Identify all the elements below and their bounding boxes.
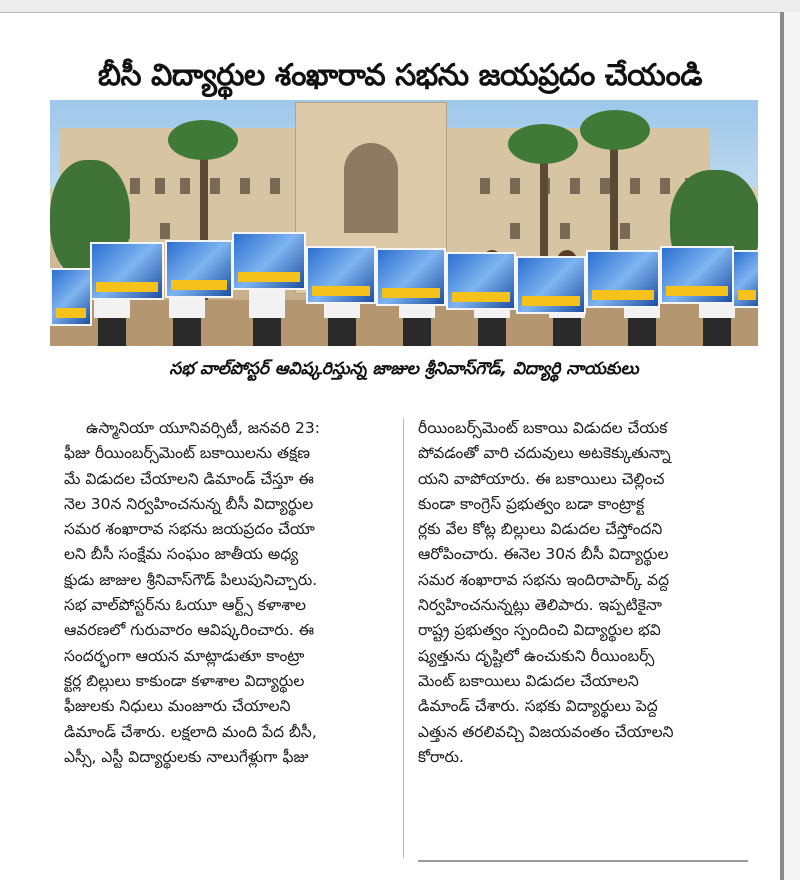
- body-line: రాష్ట్ర ప్రభుత్వం స్పందించి విద్యార్థుల భవి: [418, 621, 661, 640]
- body-line: ఆరోపించారు. ఈనెల 30న బీసీ విద్యార్థుల: [418, 545, 669, 564]
- article-headline: బీసీ విద్యార్థుల శంఖారావ సభను జయప్రదం చేయండి: [97, 58, 703, 94]
- body-line: ర్లకు వేల కోట్ల బిల్లులు విడుదల చేస్తోందని: [418, 520, 663, 539]
- body-line: కుండా కాంగ్రెస్ ప్రభుత్వం బడా కాంట్రాక్ట: [418, 494, 645, 513]
- wall-poster: [516, 256, 586, 314]
- body-line: డిమాండ్ చేశారు. సభకు విద్యార్థులు పెద్ద: [418, 697, 658, 716]
- photo-caption: సభ వాల్‌పోస్టర్ ఆవిష్కరిస్తున్న జాజుల శ్రీనివాస్‌గౌడ్, విద్యార్థి నాయకులు: [169, 359, 639, 379]
- body-line: ఎత్తున తరలివచ్చి విజయవంతం చేయాలని: [418, 722, 674, 741]
- page-top-rule: [0, 0, 800, 13]
- body-line: ఎస్సీ, ఎస్టీ విద్యార్థులకు నాలుగేళ్లుగా ఫీజు: [64, 747, 309, 766]
- body-line: డిమాండ్ చేశారు. లక్షలాది మంది పేద బీసీ,: [64, 722, 317, 741]
- article-body-left-column: [64, 416, 394, 770]
- body-line: ష్యత్తును దృష్టిలో ఉంచుకుని రీయింబర్స్: [418, 646, 655, 665]
- article-photo: [50, 100, 758, 346]
- body-line: లని బీసీ సంక్షేమ సంఘం జాతీయ అధ్య: [64, 545, 299, 564]
- body-line: సభ వాల్‌పోస్టర్‌ను ఓయూ ఆర్ట్స్ కళాశాల: [64, 596, 306, 615]
- body-line: సమర శంఖారావ సభను ఇందిరాపార్క్ వద్ద: [418, 570, 670, 589]
- wall-poster: [90, 242, 164, 300]
- body-line: నిర్వహించనున్నట్లు తెలిపారు. ఇప్పటికైనా: [418, 596, 662, 615]
- wall-poster: [50, 268, 92, 326]
- body-line: మే విడుదల చేయాలని డిమాండ్ చేస్తూ ఈ: [64, 469, 314, 488]
- wall-poster: [660, 246, 734, 304]
- body-line: క్టర్ల బిల్లులు కాకుండా కళాశాల విద్యార్థుల: [64, 671, 305, 690]
- body-line: నెల 30న నిర్వహించనున్న బీసీ విద్యార్థుల: [64, 494, 314, 513]
- body-line: రీయింబర్స్‌మెంట్ బకాయి విడుదల చేయక: [418, 419, 668, 437]
- body-line: ఫీజులకు నిధులు మంజూరు చేయాలని: [64, 697, 291, 716]
- wall-poster: [165, 240, 233, 298]
- body-line: మెంట్ బకాయిలు విడుదల చేయాలని: [418, 671, 639, 690]
- body-line: ఫీజు రీయింబర్స్‌మెంట్ బకాయిలను తక్షణ: [64, 444, 310, 463]
- body-line: క్షుడు జాజుల శ్రీనివాస్‌గౌడ్ పిలుపునిచ్చారు.: [64, 570, 318, 589]
- body-line: యని వాపోయారు. ఈ బకాయిలు చెల్లించ: [418, 469, 665, 488]
- article-end-rule: [418, 860, 748, 862]
- body-line: ఉస్మానియా యూనివర్సిటీ, జనవరి 23:: [86, 419, 321, 437]
- wall-poster: [376, 248, 446, 306]
- body-line: ఆవరణలో గురువారం ఆవిష్కరించారు. ఈ: [64, 621, 315, 640]
- wall-poster: [232, 232, 306, 290]
- wall-poster: [586, 250, 660, 308]
- page-right-margin: [784, 12, 800, 880]
- body-line: సందర్భంగా ఆయన మాట్లాడుతూ కాంట్రా: [64, 646, 305, 665]
- body-line: కోరారు.: [418, 747, 464, 766]
- wall-poster: [306, 246, 376, 304]
- wall-poster: [446, 252, 516, 310]
- body-line: సమర శంఖారావ సభను జయప్రదం చేయా: [64, 520, 315, 539]
- column-divider: [403, 418, 404, 858]
- body-line: పోవడంతో వారి చదువులు అటకెక్కుతున్నా: [418, 444, 671, 463]
- article-body-right-column: [418, 416, 748, 770]
- wall-poster: [732, 250, 758, 308]
